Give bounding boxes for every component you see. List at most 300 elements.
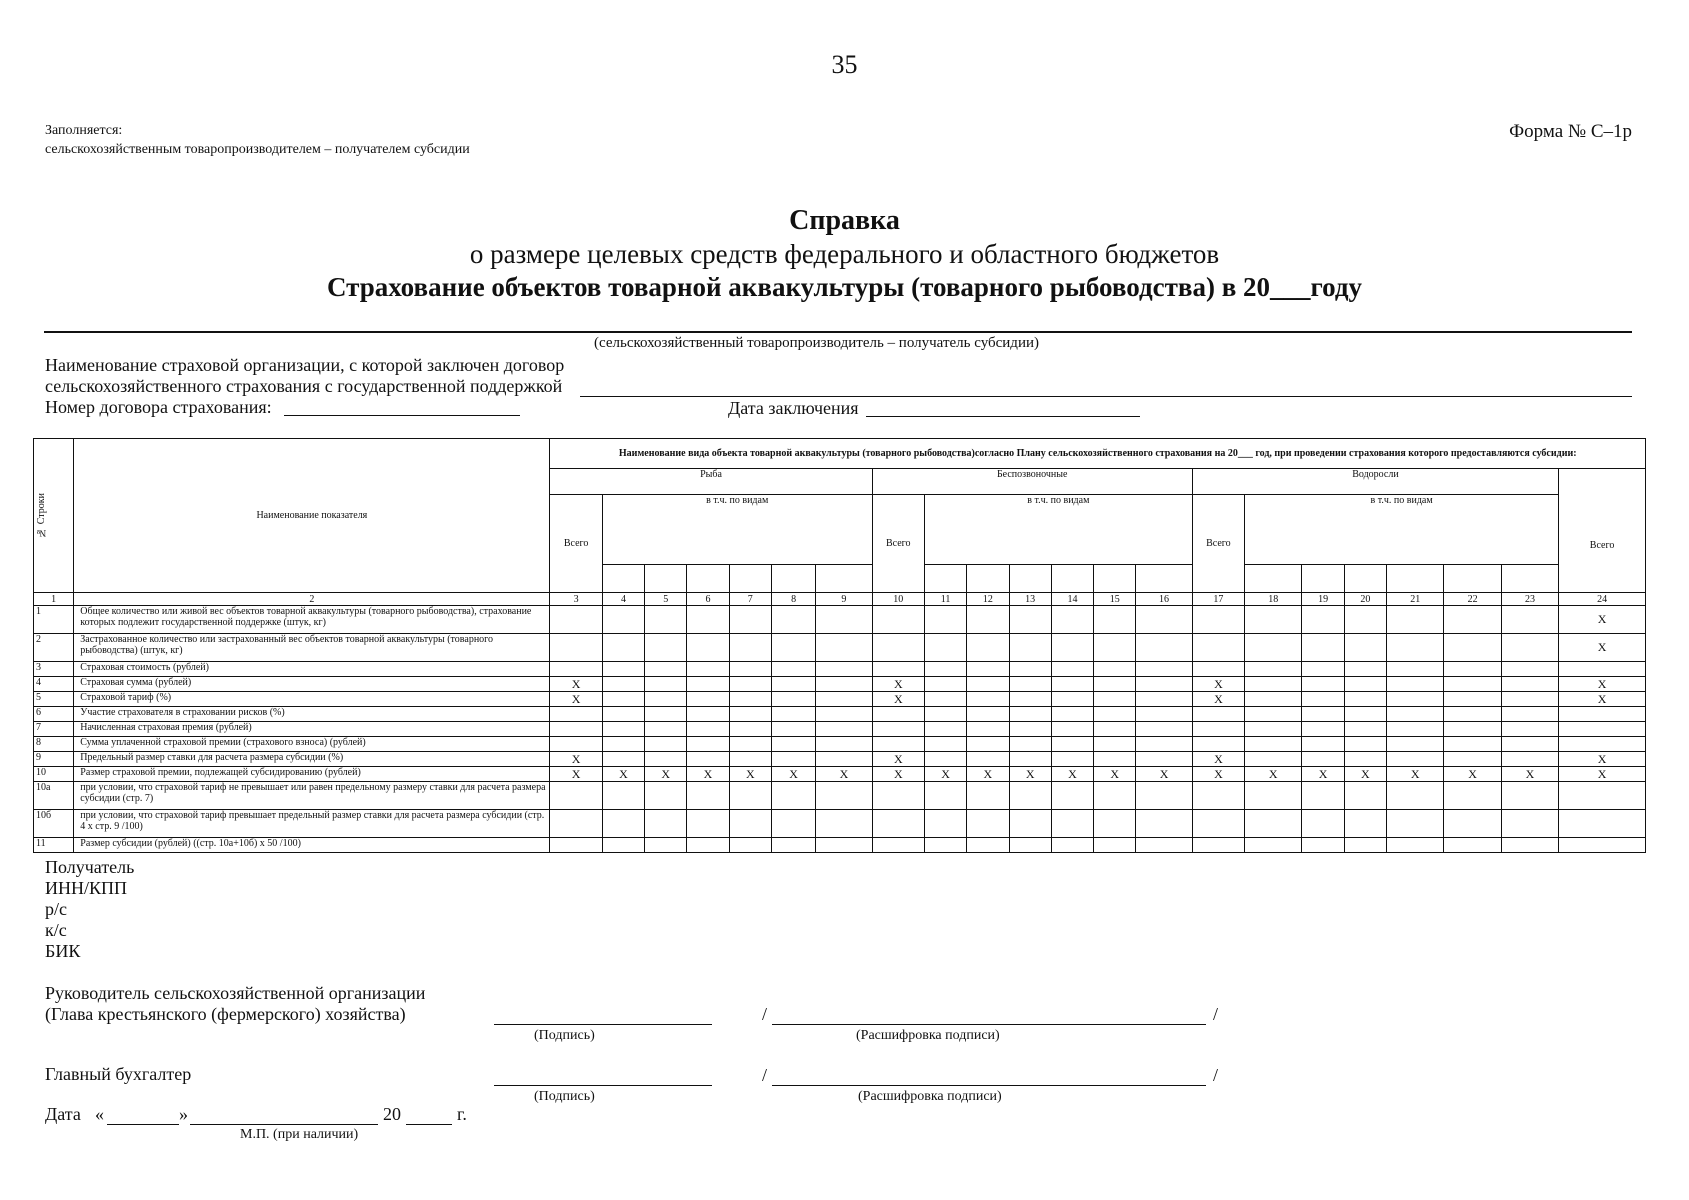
value-cell[interactable] (550, 722, 602, 737)
value-cell[interactable] (729, 782, 771, 810)
value-cell[interactable] (729, 737, 771, 752)
value-cell[interactable] (602, 692, 644, 707)
value-cell[interactable] (645, 662, 687, 677)
value-cell[interactable] (1444, 810, 1501, 838)
excluded-cell-mark: Х (1302, 767, 1344, 782)
value-cell[interactable] (550, 782, 602, 810)
column-numbers-row (34, 593, 1646, 606)
value-cell[interactable] (924, 782, 966, 810)
value-cell[interactable] (1387, 707, 1444, 722)
value-cell[interactable] (1094, 692, 1136, 707)
value-cell[interactable] (602, 810, 644, 838)
value-cell[interactable] (1136, 677, 1192, 692)
fish-species-cell[interactable] (602, 565, 644, 593)
invertebrates-species-cell[interactable] (1009, 565, 1051, 593)
value-cell[interactable] (1344, 722, 1386, 737)
fish-species-cell[interactable] (771, 565, 815, 593)
contract-number-line[interactable] (284, 415, 520, 416)
algae-species-cell[interactable] (1344, 565, 1386, 593)
contract-date-line[interactable] (866, 416, 1140, 417)
value-cell[interactable] (1245, 692, 1302, 707)
value-cell[interactable] (1245, 707, 1302, 722)
value-cell[interactable] (1501, 782, 1558, 810)
value-cell[interactable] (1444, 838, 1501, 853)
column-number: 16 (1136, 593, 1192, 606)
table-row (34, 606, 1646, 634)
value-cell[interactable] (1094, 606, 1136, 634)
value-cell[interactable] (1051, 707, 1093, 722)
value-cell[interactable] (816, 782, 872, 810)
value-cell[interactable] (924, 692, 966, 707)
value-cell[interactable] (967, 692, 1009, 707)
value-cell[interactable] (1302, 606, 1344, 634)
value-cell[interactable] (550, 606, 602, 634)
value-cell[interactable] (1302, 677, 1344, 692)
value-cell[interactable] (924, 737, 966, 752)
value-cell[interactable] (645, 782, 687, 810)
value-cell[interactable] (1051, 782, 1093, 810)
invertebrates-species-cell[interactable] (1136, 565, 1192, 593)
value-cell[interactable] (1559, 707, 1646, 722)
value-cell[interactable] (1094, 752, 1136, 767)
value-cell[interactable] (967, 838, 1009, 853)
value-cell[interactable] (771, 810, 815, 838)
value-cell[interactable] (771, 782, 815, 810)
value-cell[interactable] (771, 692, 815, 707)
value-cell[interactable] (1302, 722, 1344, 737)
value-cell[interactable] (1136, 737, 1192, 752)
value-cell[interactable] (1501, 722, 1558, 737)
value-cell[interactable] (1302, 737, 1344, 752)
value-cell[interactable] (872, 606, 924, 634)
value-cell[interactable] (924, 606, 966, 634)
value-cell[interactable] (816, 606, 872, 634)
value-cell[interactable] (1192, 634, 1244, 662)
value-cell[interactable] (967, 634, 1009, 662)
value-cell[interactable] (816, 677, 872, 692)
excluded-cell-mark: Х (645, 767, 687, 782)
value-cell[interactable] (1245, 737, 1302, 752)
value-cell[interactable] (602, 707, 644, 722)
value-cell[interactable] (1136, 692, 1192, 707)
value-cell[interactable] (1245, 677, 1302, 692)
value-cell[interactable] (1051, 634, 1093, 662)
value-cell[interactable] (550, 810, 602, 838)
value-cell[interactable] (729, 838, 771, 853)
value-cell[interactable] (816, 722, 872, 737)
date-day-line[interactable] (107, 1124, 179, 1125)
value-cell[interactable] (645, 752, 687, 767)
value-cell[interactable] (1245, 838, 1302, 853)
value-cell[interactable] (1136, 722, 1192, 737)
value-cell[interactable] (771, 606, 815, 634)
accountant-decoding-line[interactable] (772, 1085, 1206, 1086)
value-cell[interactable] (1009, 692, 1051, 707)
head-signature-line[interactable] (494, 1024, 712, 1025)
contract-number-label: Номер договора страхования: (45, 397, 272, 417)
value-cell[interactable] (816, 737, 872, 752)
value-cell[interactable] (1192, 810, 1244, 838)
value-cell[interactable] (1387, 606, 1444, 634)
value-cell[interactable] (1094, 737, 1136, 752)
value-cell[interactable] (1245, 752, 1302, 767)
value-cell[interactable] (1302, 838, 1344, 853)
value-cell[interactable] (1051, 677, 1093, 692)
value-cell[interactable] (729, 752, 771, 767)
value-cell[interactable] (1444, 707, 1501, 722)
value-cell[interactable] (1051, 662, 1093, 677)
value-cell[interactable] (550, 662, 602, 677)
value-cell[interactable] (967, 722, 1009, 737)
value-cell[interactable] (1245, 606, 1302, 634)
value-cell[interactable] (1245, 722, 1302, 737)
value-cell[interactable] (1501, 838, 1558, 853)
fish-species-cell[interactable] (729, 565, 771, 593)
value-cell[interactable] (1444, 722, 1501, 737)
value-cell[interactable] (1559, 722, 1646, 737)
value-cell[interactable] (771, 737, 815, 752)
value-cell[interactable] (1192, 722, 1244, 737)
value-cell[interactable] (1501, 737, 1558, 752)
value-cell[interactable] (1009, 662, 1051, 677)
value-cell[interactable] (1136, 752, 1192, 767)
value-cell[interactable] (645, 810, 687, 838)
value-cell[interactable] (1094, 810, 1136, 838)
value-cell[interactable] (1559, 782, 1646, 810)
value-cell[interactable] (1302, 662, 1344, 677)
value-cell[interactable] (1009, 737, 1051, 752)
value-cell[interactable] (1302, 707, 1344, 722)
value-cell[interactable] (1344, 634, 1386, 662)
value-cell[interactable] (1344, 606, 1386, 634)
value-cell[interactable] (1009, 707, 1051, 722)
value-cell[interactable] (967, 606, 1009, 634)
value-cell[interactable] (550, 838, 602, 853)
value-cell[interactable] (1559, 838, 1646, 853)
fish-species-cell[interactable] (687, 565, 729, 593)
value-cell[interactable] (645, 692, 687, 707)
value-cell[interactable] (1387, 662, 1444, 677)
value-cell[interactable] (687, 662, 729, 677)
value-cell[interactable] (1344, 692, 1386, 707)
fish-species-cell[interactable] (645, 565, 687, 593)
value-cell[interactable] (771, 662, 815, 677)
value-cell[interactable] (729, 810, 771, 838)
value-cell[interactable] (1559, 810, 1646, 838)
value-cell[interactable] (1344, 810, 1386, 838)
value-cell[interactable] (1344, 782, 1386, 810)
value-cell[interactable] (687, 737, 729, 752)
value-cell[interactable] (1344, 838, 1386, 853)
value-cell[interactable] (1009, 752, 1051, 767)
value-cell[interactable] (1192, 707, 1244, 722)
algae-species-cell[interactable] (1387, 565, 1444, 593)
row-number: 7 (34, 722, 74, 737)
value-cell[interactable] (924, 838, 966, 853)
value-cell[interactable] (1136, 838, 1192, 853)
value-cell[interactable] (1444, 752, 1501, 767)
value-cell[interactable] (729, 722, 771, 737)
value-cell[interactable] (816, 692, 872, 707)
value-cell[interactable] (1009, 838, 1051, 853)
value-cell[interactable] (1051, 838, 1093, 853)
value-cell[interactable] (816, 752, 872, 767)
value-cell[interactable] (967, 810, 1009, 838)
value-cell[interactable] (729, 662, 771, 677)
value-cell[interactable] (967, 662, 1009, 677)
value-cell[interactable] (1136, 634, 1192, 662)
value-cell[interactable] (1094, 707, 1136, 722)
invertebrates-species-cell[interactable] (924, 565, 966, 593)
value-cell[interactable] (1051, 737, 1093, 752)
value-cell[interactable] (645, 737, 687, 752)
value-cell[interactable] (1009, 634, 1051, 662)
value-cell[interactable] (1245, 810, 1302, 838)
value-cell[interactable] (550, 737, 602, 752)
head-decoding-line[interactable] (772, 1024, 1206, 1025)
value-cell[interactable] (1344, 662, 1386, 677)
value-cell[interactable] (1387, 752, 1444, 767)
value-cell[interactable] (1387, 737, 1444, 752)
value-cell[interactable] (1302, 810, 1344, 838)
value-cell[interactable] (967, 707, 1009, 722)
value-cell[interactable] (1009, 606, 1051, 634)
value-cell[interactable] (645, 677, 687, 692)
value-cell[interactable] (1094, 722, 1136, 737)
value-cell[interactable] (771, 838, 815, 853)
value-cell[interactable] (687, 838, 729, 853)
value-cell[interactable] (1136, 606, 1192, 634)
value-cell[interactable] (816, 810, 872, 838)
value-cell[interactable] (687, 692, 729, 707)
value-cell[interactable] (1192, 838, 1244, 853)
value-cell[interactable] (1501, 677, 1558, 692)
value-cell[interactable] (1501, 634, 1558, 662)
head-signature-caption: (Подпись) (534, 1028, 595, 1043)
value-cell[interactable] (1192, 662, 1244, 677)
value-cell[interactable] (1501, 810, 1558, 838)
value-cell[interactable] (1051, 722, 1093, 737)
value-cell[interactable] (729, 606, 771, 634)
value-cell[interactable] (771, 752, 815, 767)
value-cell[interactable] (1136, 707, 1192, 722)
bik-label: БИК (45, 941, 81, 961)
row-indicator: Начисленная страховая премия (рублей) (74, 722, 550, 737)
value-cell[interactable] (1387, 634, 1444, 662)
value-cell[interactable] (550, 634, 602, 662)
value-cell[interactable] (1245, 782, 1302, 810)
value-cell[interactable] (602, 752, 644, 767)
value-cell[interactable] (872, 782, 924, 810)
value-cell[interactable] (645, 838, 687, 853)
value-cell[interactable] (1559, 662, 1646, 677)
value-cell[interactable] (602, 722, 644, 737)
table-row (34, 707, 1646, 722)
column-number: 7 (729, 593, 771, 606)
value-cell[interactable] (924, 752, 966, 767)
value-cell[interactable] (602, 737, 644, 752)
value-cell[interactable] (1444, 606, 1501, 634)
grand-total-header: Всего (1559, 469, 1646, 593)
value-cell[interactable] (872, 737, 924, 752)
value-cell[interactable] (1192, 737, 1244, 752)
value-cell[interactable] (729, 692, 771, 707)
row-indicator: при условии, что страховой тариф превышает предельный размер ставки для расчета размера субсидии (стр. 4 х стр. 9 /100) (74, 810, 550, 838)
inn-label: ИНН/КПП (45, 878, 128, 898)
value-cell[interactable] (729, 634, 771, 662)
value-cell[interactable] (1009, 782, 1051, 810)
value-cell[interactable] (872, 707, 924, 722)
value-cell[interactable] (816, 634, 872, 662)
value-cell[interactable] (602, 634, 644, 662)
algae-species-cell[interactable] (1245, 565, 1302, 593)
algae-species-cell[interactable] (1302, 565, 1344, 593)
value-cell[interactable] (1302, 692, 1344, 707)
value-cell[interactable] (645, 722, 687, 737)
algae-species-cell[interactable] (1444, 565, 1501, 593)
value-cell[interactable] (687, 606, 729, 634)
value-cell[interactable] (687, 722, 729, 737)
value-cell[interactable] (1444, 677, 1501, 692)
value-cell[interactable] (602, 838, 644, 853)
value-cell[interactable] (872, 662, 924, 677)
value-cell[interactable] (1501, 752, 1558, 767)
value-cell[interactable] (1344, 737, 1386, 752)
value-cell[interactable] (967, 677, 1009, 692)
value-cell[interactable] (967, 752, 1009, 767)
value-cell[interactable] (1387, 722, 1444, 737)
row-number: 10а (34, 782, 74, 810)
value-cell[interactable] (1136, 662, 1192, 677)
value-cell[interactable] (602, 782, 644, 810)
value-cell[interactable] (1444, 782, 1501, 810)
date-month-line[interactable] (190, 1124, 378, 1125)
value-cell[interactable] (1009, 677, 1051, 692)
value-cell[interactable] (1501, 692, 1558, 707)
value-cell[interactable] (1302, 782, 1344, 810)
value-cell[interactable] (872, 838, 924, 853)
row-number: 9 (34, 752, 74, 767)
value-cell[interactable] (687, 782, 729, 810)
value-cell[interactable] (1009, 810, 1051, 838)
algae-species-cell[interactable] (1501, 565, 1558, 593)
value-cell[interactable] (1387, 782, 1444, 810)
value-cell[interactable] (1094, 662, 1136, 677)
value-cell[interactable] (924, 810, 966, 838)
value-cell[interactable] (816, 662, 872, 677)
value-cell[interactable] (645, 606, 687, 634)
value-cell[interactable] (816, 838, 872, 853)
value-cell[interactable] (1051, 606, 1093, 634)
value-cell[interactable] (1009, 722, 1051, 737)
value-cell[interactable] (645, 707, 687, 722)
value-cell[interactable] (1094, 677, 1136, 692)
value-cell[interactable] (1051, 752, 1093, 767)
value-cell[interactable] (1094, 782, 1136, 810)
value-cell[interactable] (1192, 782, 1244, 810)
value-cell[interactable] (687, 707, 729, 722)
value-cell[interactable] (924, 707, 966, 722)
value-cell[interactable] (1302, 752, 1344, 767)
value-cell[interactable] (1444, 634, 1501, 662)
value-cell[interactable] (872, 722, 924, 737)
value-cell[interactable] (687, 677, 729, 692)
value-cell[interactable] (687, 634, 729, 662)
value-cell[interactable] (687, 752, 729, 767)
value-cell[interactable] (729, 707, 771, 722)
accountant-signature-line[interactable] (494, 1085, 712, 1086)
insurer-name-line[interactable] (580, 396, 1632, 397)
value-cell[interactable] (1094, 634, 1136, 662)
value-cell[interactable] (924, 634, 966, 662)
value-cell[interactable] (1344, 677, 1386, 692)
value-cell[interactable] (1444, 737, 1501, 752)
value-cell[interactable] (1136, 810, 1192, 838)
value-cell[interactable] (1387, 810, 1444, 838)
fish-species-cell[interactable] (816, 565, 872, 593)
head-title-line1: Руководитель сельскохозяйственной организации (45, 983, 426, 1003)
value-cell[interactable] (1387, 838, 1444, 853)
value-cell[interactable] (1051, 810, 1093, 838)
value-cell[interactable] (602, 677, 644, 692)
value-cell[interactable] (602, 606, 644, 634)
date-year-line[interactable] (406, 1124, 452, 1125)
value-cell[interactable] (1094, 838, 1136, 853)
value-cell[interactable] (645, 634, 687, 662)
value-cell[interactable] (1444, 662, 1501, 677)
value-cell[interactable] (771, 722, 815, 737)
value-cell[interactable] (1344, 707, 1386, 722)
value-cell[interactable] (771, 677, 815, 692)
value-cell[interactable] (1387, 692, 1444, 707)
value-cell[interactable] (924, 722, 966, 737)
value-cell[interactable] (872, 634, 924, 662)
value-cell[interactable] (602, 662, 644, 677)
invertebrates-species-cell[interactable] (1094, 565, 1136, 593)
value-cell[interactable] (924, 677, 966, 692)
value-cell[interactable] (872, 810, 924, 838)
invertebrates-species-cell[interactable] (1051, 565, 1093, 593)
ks-label: к/с (45, 920, 67, 940)
value-cell[interactable] (1245, 662, 1302, 677)
value-cell[interactable] (1387, 677, 1444, 692)
recipient-name-line[interactable] (44, 331, 1632, 333)
value-cell[interactable] (771, 634, 815, 662)
value-cell[interactable] (1136, 782, 1192, 810)
value-cell[interactable] (1501, 606, 1558, 634)
value-cell[interactable] (687, 810, 729, 838)
value-cell[interactable] (967, 737, 1009, 752)
filled-by-value: сельскохозяйственным товаропроизводителем – получателем субсидии (45, 142, 470, 157)
value-cell[interactable] (1192, 606, 1244, 634)
column-number: 20 (1344, 593, 1386, 606)
value-cell[interactable] (771, 707, 815, 722)
value-cell[interactable] (967, 782, 1009, 810)
value-cell[interactable] (1245, 634, 1302, 662)
value-cell[interactable] (729, 677, 771, 692)
value-cell[interactable] (1559, 737, 1646, 752)
value-cell[interactable] (1344, 752, 1386, 767)
value-cell[interactable] (816, 707, 872, 722)
invertebrates-species-cell[interactable] (967, 565, 1009, 593)
value-cell[interactable] (924, 662, 966, 677)
value-cell[interactable] (1501, 707, 1558, 722)
value-cell[interactable] (1051, 692, 1093, 707)
value-cell[interactable] (550, 707, 602, 722)
value-cell[interactable] (1444, 692, 1501, 707)
value-cell[interactable] (1302, 634, 1344, 662)
value-cell[interactable] (1501, 662, 1558, 677)
